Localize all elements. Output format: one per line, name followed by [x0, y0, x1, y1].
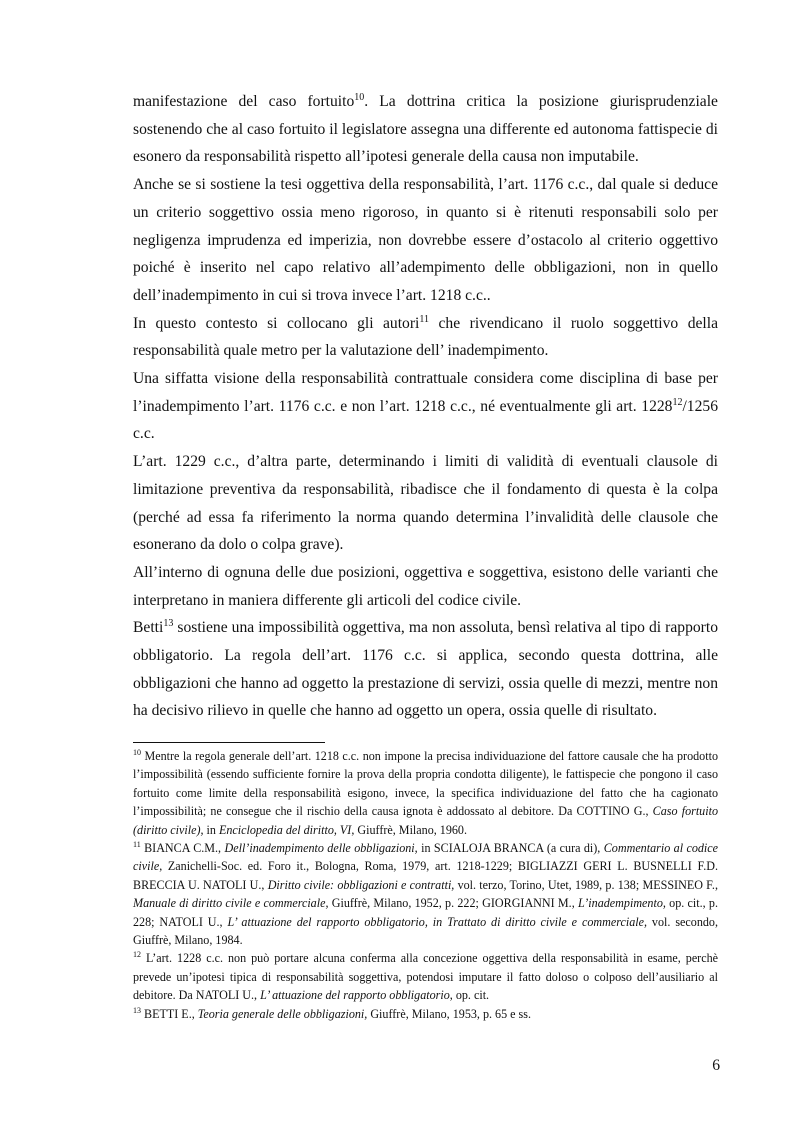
paragraph-1: manifestazione del caso fortuito$^{10}$. La dottrina critica la posizione giurisprudenziale sostenendo che al caso fortuito il legislatore assegna una differente ed autonoma fattispecie di esonero da responsabilità rispetto all’ipotesi generale della causa non imputabile.	[133, 91, 718, 166]
page-number: 6	[712, 1057, 720, 1074]
footnote-number: 10	[133, 747, 141, 757]
footnote-ref-13[interactable]: 13	[163, 618, 174, 630]
body-text	[133, 88, 718, 725]
footnotes	[133, 747, 718, 1023]
paragraph-3: In questo contesto si collocano gli autori$^{11}$ che rivendicano il ruolo soggettivo della responsabilità quale metro per la valutazione dell’ inadempimento.	[133, 313, 718, 360]
footnote-ref-12[interactable]: 12	[672, 396, 683, 408]
footnote-10: $^{10}$ Mentre la regola generale dell’art. 1218 c.c. non impone la precisa individuazione del fattore causale che ha prodotto l’impossibilità (essendo sufficiente fornire la prova della propria condotta diligente), le fattispecie che pongono il caso fortuito come limite della responsabilità esigono, invece, la specifica individuazione del fatto che ha cagionato l’impossibilità; ne consegue che il rischio della causa ignota è addossato al debitore. Da COTTINO G., Caso fortuito (diritto civile), in Enciclopedia del diritto, VI, Giuffrè, Milano, 1960.	[133, 747, 718, 837]
paragraph-6: All’interno di ognuna delle due posizioni, oggettiva e soggettiva, esistono delle varianti che interpretano in maniera differente gli articoli del codice civile.	[133, 563, 718, 609]
footnote-separator	[133, 742, 325, 743]
paragraph-7: Betti$^{13}$ sostiene una impossibilità oggettiva, ma non assoluta, bensì relativa al tipo di rapporto obbligatorio. La regola dell’art. 1176 c.c. si applica, secondo questa dottrina, alle obbligazioni che hanno ad oggetto la prestazione di servizi, ossia quelle di mezzi, mentre non ha decisivo rilievo in quelle che hanno ad oggetto un opera, ossia quelle di risultato.	[133, 618, 718, 720]
footnote-12: $^{12}$ L’art. 1228 c.c. non può portare alcuna conferma alla concezione oggettiva della responsabilità in esame, perchè prevede un’ipotesi tipica di responsabilità soggettiva, potendosi imputare il fatto doloso o colposo dell’ausiliario al debitore. Da NATOLI U., L’ attuazione del rapporto obbligatorio, op. cit.	[133, 950, 718, 1003]
paragraph-5: L’art. 1229 c.c., d’altra parte, determinando i limiti di validità di eventuali clausole di limitazione preventiva da responsabilità, ribadisce che il fondamento di questa è la colpa (perché ad essa fa riferimento la norma quando determina l’invalidità delle clausole che esonerano da dolo o colpa grave).	[133, 453, 718, 554]
footnote-13: $^{13}$ BETTI E., Teoria generale delle obbligazioni, Giuffrè, Milano, 1953, p. 65 e ss.	[133, 1005, 531, 1021]
footnote-ref-10[interactable]: 10	[354, 91, 365, 103]
footnote-ref-11[interactable]: 11	[419, 313, 430, 325]
paragraph-4: Una siffatta visione della responsabilità contrattuale considera come disciplina di base per l’inadempimento l’art. 1176 c.c. e non l’art. 1218 c.c., né eventualmente gli art. 1228$^{12}$/1256 c.c.	[133, 370, 718, 443]
paragraph-2: Anche se si sostiene la tesi oggettiva della responsabilità, l’art. 1176 c.c., dal quale si deduce un criterio soggettivo ossia meno rigoroso, in quanto si è ritenuti responsabili solo per negligenza imprudenza ed imperizia, non dovrebbe essere d’ostacolo al criterio oggettivo poiché è inserito nel capo relativo all’adempimento delle obbligazioni, non in quello dell’inadempimento in cui si trova invece l’art. 1218 c.c..	[133, 176, 718, 304]
footnote-number: 12	[133, 950, 141, 960]
footnote-11: $^{11}$ BIANCA C.M., Dell’inadempimento delle obbligazioni, in SCIALOJA BRANCA (a cura di), Commentario al codice civile, Zanichelli-Soc. ed. Foro it., Bologna, Roma, 1979, art. 1218-1229; BIGLIAZZI GERI L. BUSNELLI F.D. BRECCIA U. NATOLI U., Diritto civile: obbligazioni e contratti, vol. terzo, Torino, Utet, 1989, p. 138; MESSINEO F., Manuale di diritto civile e commerciale, Giuffrè, Milano, 1952, p. 222; GIORGIANNI M., L’inadempimento, op. cit., p. 228; NATOLI U., L’ attuazione del rapporto obbligatorio, in Trattato di diritto civile e commerciale, vol. secondo, Giuffrè, Milano, 1984.	[133, 840, 719, 948]
footnote-number: 13	[133, 1005, 141, 1015]
footnote-number: 11	[133, 840, 141, 849]
